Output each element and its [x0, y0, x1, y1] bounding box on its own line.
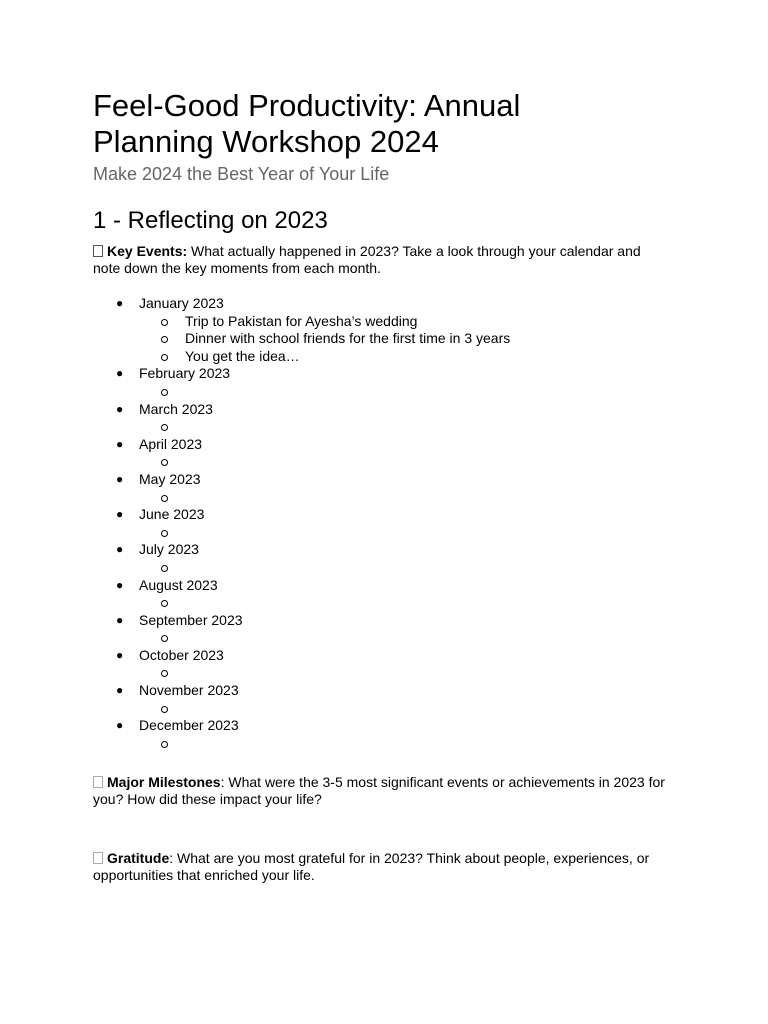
month-label: April 2023	[139, 435, 203, 452]
month-label: August 2023	[139, 576, 218, 593]
month-label: June 2023	[139, 506, 205, 523]
event-text: Dinner with school friends for the first time in 3 years	[185, 330, 511, 347]
month-events-list	[139, 559, 683, 577]
milestones-prompt	[93, 774, 683, 808]
month-label: December 2023	[139, 717, 239, 734]
hollow-bullet-icon	[161, 424, 168, 431]
key-events-prompt	[93, 243, 683, 277]
hollow-bullet-icon	[161, 670, 168, 677]
bullet-icon: ●	[116, 507, 124, 522]
milestones-label: Major Milestones	[107, 774, 221, 791]
month-item	[93, 506, 683, 541]
month-events-list	[139, 700, 683, 718]
event-item[interactable]	[139, 348, 683, 366]
month-item	[93, 717, 683, 752]
event-item[interactable]	[139, 330, 683, 348]
month-events-list	[139, 313, 683, 366]
event-item[interactable]	[139, 489, 683, 507]
bullet-icon: ●	[116, 296, 124, 310]
month-events-list	[139, 629, 683, 647]
bullet-icon: ●	[116, 542, 124, 557]
event-text: You get the idea…	[185, 347, 300, 364]
event-item[interactable]	[139, 594, 683, 612]
milestones-text-1: : What were the 3-5 most significant events or achievements in 2023 for	[220, 774, 665, 791]
hollow-bullet-icon	[161, 354, 168, 361]
month-label: February 2023	[139, 365, 231, 382]
bullet-icon: ●	[116, 436, 124, 451]
event-item[interactable]	[139, 383, 683, 401]
month-item	[93, 612, 683, 647]
hollow-bullet-icon	[161, 389, 168, 396]
gratitude-prompt	[93, 850, 683, 884]
event-item[interactable]	[139, 629, 683, 647]
hollow-bullet-icon	[161, 741, 168, 748]
hollow-bullet-icon	[161, 600, 168, 607]
month-events-list	[139, 453, 683, 471]
bullet-icon: ●	[116, 401, 124, 416]
gratitude-text-2: opportunities that enriched your life.	[93, 867, 315, 884]
month-label: January 2023	[139, 295, 224, 311]
month-events-list	[139, 489, 683, 507]
hollow-bullet-icon	[161, 706, 168, 713]
month-item	[93, 647, 683, 682]
event-item[interactable]	[139, 700, 683, 718]
bullet-icon: ●	[116, 577, 124, 592]
month-item	[93, 682, 683, 717]
month-item	[93, 436, 683, 471]
hollow-bullet-icon	[161, 530, 168, 537]
document-title	[93, 88, 683, 160]
month-item	[93, 471, 683, 506]
document-page	[93, 88, 683, 884]
months-list	[93, 295, 683, 752]
title-line-1: Feel-Good Productivity: Annual	[93, 88, 521, 123]
month-label: October 2023	[139, 646, 224, 663]
month-events-list	[139, 594, 683, 612]
key-events-label: Key Events:	[107, 243, 188, 259]
checkbox-icon[interactable]	[93, 245, 103, 257]
hollow-bullet-icon	[161, 336, 168, 343]
bullet-icon: ●	[116, 612, 124, 627]
hollow-bullet-icon	[161, 319, 168, 326]
month-item	[93, 541, 683, 576]
bullet-icon: ●	[116, 471, 124, 486]
event-item[interactable]	[139, 559, 683, 577]
month-label: September 2023	[139, 611, 243, 628]
month-events-list	[139, 418, 683, 436]
month-item	[93, 401, 683, 436]
event-item[interactable]	[139, 664, 683, 682]
month-label: May 2023	[139, 470, 201, 487]
checkbox-icon[interactable]	[93, 776, 103, 788]
event-item[interactable]	[139, 418, 683, 436]
month-label: July 2023	[139, 541, 199, 558]
month-item	[93, 577, 683, 612]
event-item[interactable]	[139, 524, 683, 542]
bullet-icon: ●	[116, 647, 124, 662]
hollow-bullet-icon	[161, 459, 168, 466]
event-item[interactable]	[139, 453, 683, 471]
month-item	[93, 295, 683, 365]
month-label: November 2023	[139, 682, 239, 699]
key-events-text-1: What actually happened in 2023? Take a look through your calendar and	[187, 243, 641, 259]
event-text: Trip to Pakistan for Ayesha’s wedding	[185, 312, 418, 329]
section-heading: 1 - Reflecting on 2023	[93, 207, 328, 234]
bullet-icon: ●	[116, 366, 124, 381]
key-events-text-2: note down the key moments from each month.	[93, 260, 381, 276]
hollow-bullet-icon	[161, 495, 168, 502]
document-subtitle: Make 2024 the Best Year of Your Life	[93, 164, 390, 184]
checkbox-icon[interactable]	[93, 852, 103, 864]
hollow-bullet-icon	[161, 565, 168, 572]
bullet-icon: ●	[116, 718, 124, 733]
month-label: March 2023	[139, 400, 213, 417]
title-line-2: Planning Workshop 2024	[93, 124, 439, 159]
bullet-icon: ●	[116, 683, 124, 698]
month-events-list	[139, 664, 683, 682]
gratitude-text-1: : What are you most grateful for in 2023? Think about people, experiences, or	[169, 850, 650, 867]
gratitude-label: Gratitude	[107, 850, 170, 867]
month-item	[93, 365, 683, 400]
month-events-list	[139, 524, 683, 542]
event-item[interactable]	[139, 313, 683, 331]
month-events-list	[139, 735, 683, 753]
hollow-bullet-icon	[161, 635, 168, 642]
month-events-list	[139, 383, 683, 401]
event-item[interactable]	[139, 735, 683, 753]
milestones-text-2: you? How did these impact your life?	[93, 791, 322, 808]
